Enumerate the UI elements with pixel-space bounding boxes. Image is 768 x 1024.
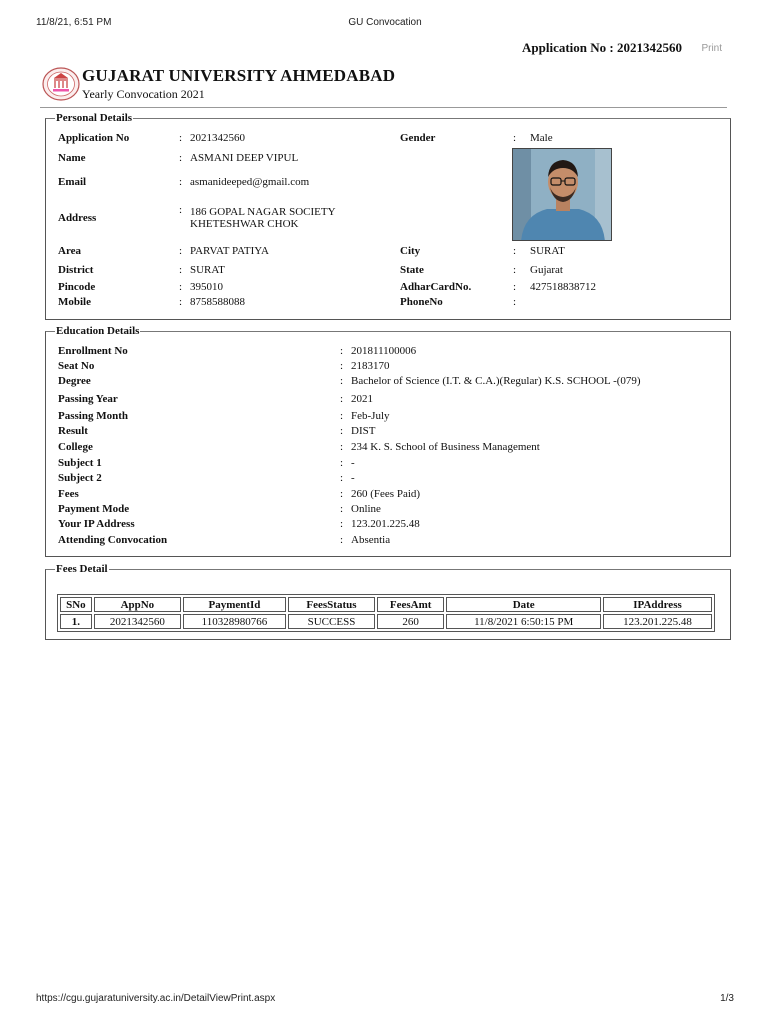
colon: : bbox=[340, 425, 344, 437]
education-value: DIST bbox=[351, 425, 376, 437]
colon: : bbox=[340, 457, 344, 469]
education-value: Absentia bbox=[351, 534, 391, 546]
fees-table-header-row bbox=[60, 597, 712, 612]
application-no-value: 2021342560 bbox=[190, 132, 245, 144]
print-footer bbox=[36, 993, 734, 1007]
education-value: 2183170 bbox=[351, 360, 390, 372]
print-header bbox=[36, 17, 734, 31]
table-cell: 1. bbox=[60, 614, 92, 629]
fees-column-header: FeesAmt bbox=[377, 597, 444, 612]
education-value: Bachelor of Science (I.T. & C.A.)(Regular) K.S. SCHOOL -(079) bbox=[351, 375, 641, 387]
mobile-label: Mobile bbox=[58, 296, 91, 308]
pincode-value: 395010 bbox=[190, 281, 223, 293]
name-label: Name bbox=[58, 152, 86, 164]
education-value: - bbox=[351, 472, 355, 484]
print-timestamp: 11/8/21, 6:51 PM bbox=[36, 17, 112, 28]
colon: : bbox=[340, 472, 344, 484]
colon: : bbox=[179, 176, 183, 188]
university-logo bbox=[42, 67, 80, 101]
table-cell: 11/8/2021 6:50:15 PM bbox=[446, 614, 601, 629]
education-label: College bbox=[58, 441, 93, 453]
education-label: Result bbox=[58, 425, 88, 437]
education-value: 201811100006 bbox=[351, 345, 417, 357]
print-link[interactable]: Print bbox=[701, 43, 722, 54]
colon: : bbox=[340, 360, 344, 372]
address-label: Address bbox=[58, 212, 97, 224]
table-cell: 2021342560 bbox=[94, 614, 181, 629]
fees-table-body bbox=[60, 614, 712, 629]
fees-column-header: SNo bbox=[60, 597, 92, 612]
state-label: State bbox=[400, 264, 424, 276]
education-value: 260 (Fees Paid) bbox=[351, 488, 421, 500]
colon: : bbox=[340, 375, 344, 387]
colon: : bbox=[179, 245, 183, 257]
mobile-value: 8758588088 bbox=[190, 296, 245, 308]
print-page-title: GU Convocation bbox=[348, 17, 422, 28]
education-label: Attending Convocation bbox=[58, 534, 168, 546]
address-line-1: 186 GOPAL NAGAR SOCIETY bbox=[190, 206, 336, 218]
education-value: 123.201.225.48 bbox=[351, 518, 420, 530]
colon: : bbox=[340, 441, 344, 453]
education-label: Passing Month bbox=[58, 410, 128, 422]
applicant-photo bbox=[512, 148, 612, 241]
print-page-number: 1/3 bbox=[720, 993, 734, 1004]
table-cell: 110328980766 bbox=[183, 614, 286, 629]
email-value: asmanideeped@gmail.com bbox=[190, 176, 310, 188]
colon: : bbox=[340, 393, 344, 405]
colon: : bbox=[340, 488, 344, 500]
table-cell: 123.201.225.48 bbox=[603, 614, 712, 629]
fees-table bbox=[57, 594, 715, 632]
personal-details-legend: Personal Details bbox=[56, 112, 133, 124]
colon: : bbox=[340, 345, 344, 357]
table-cell: SUCCESS bbox=[288, 614, 375, 629]
city-label: City bbox=[400, 245, 421, 257]
education-label: Subject 1 bbox=[58, 457, 102, 469]
personal-details-section bbox=[45, 112, 731, 320]
application-no-label: Application No bbox=[58, 132, 130, 144]
education-details-legend: Education Details bbox=[56, 325, 140, 337]
education-value: - bbox=[351, 457, 355, 469]
education-label: Payment Mode bbox=[58, 503, 130, 515]
area-label: Area bbox=[58, 245, 82, 257]
gender-label: Gender bbox=[400, 132, 436, 144]
colon: : bbox=[513, 281, 517, 293]
colon: : bbox=[179, 152, 183, 164]
colon: : bbox=[340, 518, 344, 530]
colon: : bbox=[179, 281, 183, 293]
district-value: SURAT bbox=[190, 264, 225, 276]
pincode-label: Pincode bbox=[58, 281, 96, 293]
district-label: District bbox=[58, 264, 94, 276]
table-row bbox=[60, 614, 712, 629]
table-cell: 260 bbox=[377, 614, 444, 629]
colon: : bbox=[513, 264, 517, 276]
education-value: 234 K. S. School of Business Management bbox=[351, 441, 540, 453]
colon: : bbox=[340, 410, 344, 422]
education-label: Enrollment No bbox=[58, 345, 128, 357]
education-label: Passing Year bbox=[58, 393, 118, 405]
colon: : bbox=[179, 264, 183, 276]
adhar-card-value: 427518838712 bbox=[530, 281, 596, 293]
education-label: Seat No bbox=[58, 360, 95, 372]
fees-column-header: PaymentId bbox=[183, 597, 286, 612]
state-value: Gujarat bbox=[530, 264, 563, 276]
education-value: Feb-July bbox=[351, 410, 390, 422]
fees-column-header: IPAddress bbox=[603, 597, 712, 612]
colon: : bbox=[179, 204, 183, 216]
colon: : bbox=[513, 296, 517, 308]
colon: : bbox=[340, 503, 344, 515]
print-url: https://cgu.gujaratuniversity.ac.in/DetailViewPrint.aspx bbox=[36, 993, 276, 1004]
education-label: Degree bbox=[58, 375, 91, 387]
colon: : bbox=[513, 245, 517, 257]
colon: : bbox=[179, 296, 183, 308]
adhar-card-label: AdharCardNo. bbox=[400, 281, 472, 293]
application-number-heading: Application No : 2021342560 bbox=[522, 40, 682, 55]
name-value: ASMANI DEEP VIPUL bbox=[190, 152, 299, 164]
address-line-2: KHETESHWAR CHOK bbox=[190, 218, 299, 230]
university-name: GUJARAT UNIVERSITY AHMEDABAD bbox=[82, 66, 396, 85]
education-value: 2021 bbox=[351, 393, 373, 405]
gender-value: Male bbox=[530, 132, 553, 144]
email-label: Email bbox=[58, 176, 87, 188]
fees-column-header: AppNo bbox=[94, 597, 181, 612]
area-value: PARVAT PATIYA bbox=[190, 245, 269, 257]
education-label: Subject 2 bbox=[58, 472, 102, 484]
header-divider bbox=[40, 107, 727, 108]
colon: : bbox=[179, 132, 183, 144]
education-label: Your IP Address bbox=[58, 518, 135, 530]
convocation-subtitle: Yearly Convocation 2021 bbox=[82, 87, 205, 101]
fees-column-header: FeesStatus bbox=[288, 597, 375, 612]
fees-column-header: Date bbox=[446, 597, 601, 612]
colon: : bbox=[513, 132, 517, 144]
colon: : bbox=[340, 534, 344, 546]
education-label: Fees bbox=[58, 488, 79, 500]
education-value: Online bbox=[351, 503, 381, 515]
city-value: SURAT bbox=[530, 245, 565, 257]
phone-label: PhoneNo bbox=[400, 296, 443, 308]
fees-detail-legend: Fees Detail bbox=[56, 563, 108, 575]
